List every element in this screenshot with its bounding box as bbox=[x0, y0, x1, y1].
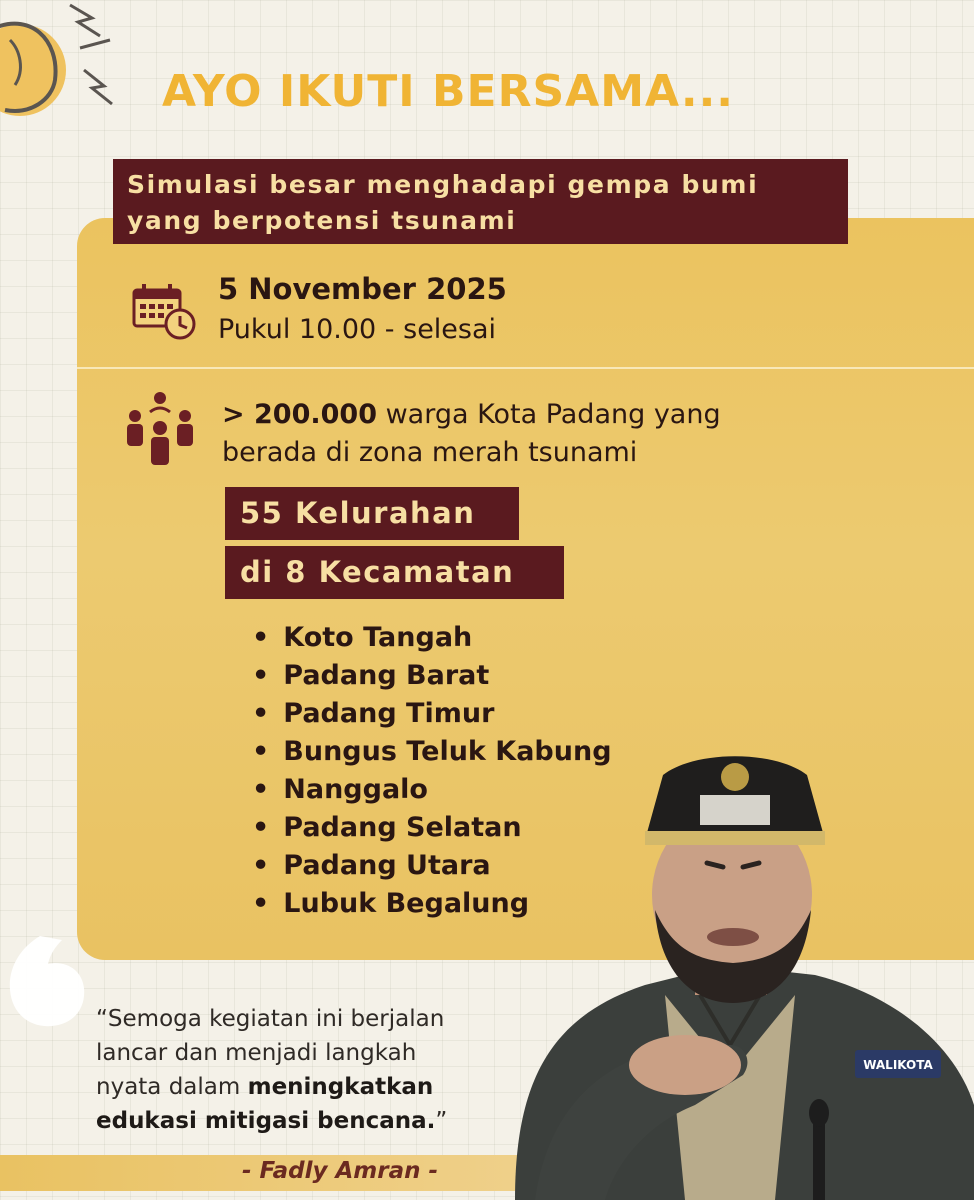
event-date: 5 November 2025 bbox=[218, 272, 507, 306]
quote-line-1: “Semoga kegiatan ini berjalan bbox=[96, 1006, 445, 1032]
calendar-clock-icon bbox=[132, 282, 198, 342]
participants-line-1: warga Kota Padang yang bbox=[377, 399, 721, 430]
participants-text bbox=[222, 396, 822, 472]
list-item: • Padang Selatan bbox=[252, 809, 612, 847]
lightbulb-doodle-icon bbox=[0, 0, 130, 130]
people-group-icon bbox=[122, 390, 198, 468]
participants-line-2: berada di zona merah tsunami bbox=[222, 437, 638, 468]
subtitle-banner bbox=[113, 159, 848, 244]
list-item: • Padang Barat bbox=[252, 657, 612, 695]
vest-name-tag: WALIKOTA bbox=[863, 1058, 933, 1072]
list-item: • Bungus Teluk Kabung bbox=[252, 733, 612, 771]
quote-close-mark: ” bbox=[435, 1108, 448, 1134]
list-item: • Padang Utara bbox=[252, 847, 612, 885]
subtitle-line-1: Simulasi besar menghadapi gempa bumi bbox=[127, 170, 759, 199]
kecamatan-badge: di 8 Kecamatan bbox=[225, 546, 564, 599]
list-item: • Koto Tangah bbox=[252, 619, 612, 657]
person-photo bbox=[495, 745, 974, 1200]
quote-text bbox=[96, 1002, 516, 1138]
list-item: • Nanggalo bbox=[252, 771, 612, 809]
quote-author: - Fadly Amran - bbox=[242, 1158, 439, 1184]
quote-highlight-1: meningkatkan bbox=[247, 1074, 434, 1100]
event-time: Pukul 10.00 - selesai bbox=[218, 314, 497, 345]
list-item: • Padang Timur bbox=[252, 695, 612, 733]
list-item: • Lubuk Begalung bbox=[252, 885, 612, 923]
quote-line-3: nyata dalam bbox=[96, 1074, 248, 1100]
page-title: AYO IKUTI BERSAMA... bbox=[162, 66, 734, 117]
kelurahan-badge: 55 Kelurahan bbox=[225, 487, 519, 540]
quote-highlight-2: edukasi mitigasi bencana. bbox=[96, 1108, 436, 1134]
quote-line-2: lancar dan menjadi langkah bbox=[96, 1040, 417, 1066]
quote-mark-icon bbox=[0, 928, 100, 1038]
section-divider bbox=[77, 367, 974, 369]
subtitle-line-2: yang berpotensi tsunami bbox=[127, 206, 517, 235]
participant-count: > 200.000 bbox=[222, 399, 377, 430]
